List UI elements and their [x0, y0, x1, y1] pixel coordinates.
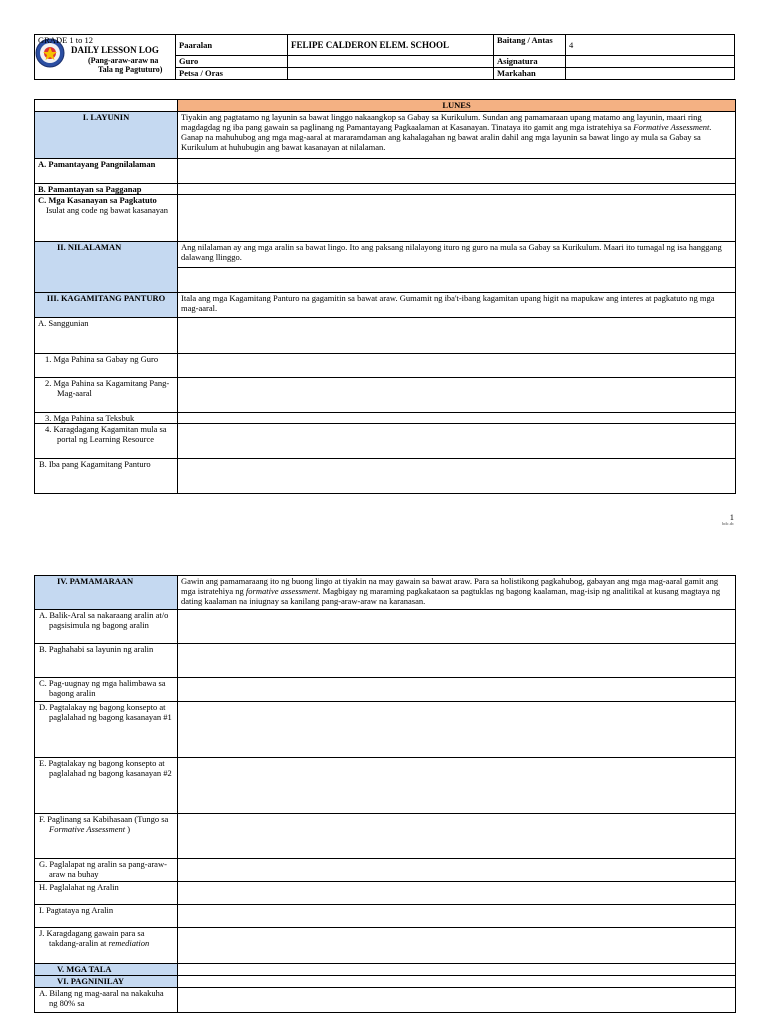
pamamaraan-text-a: Gawin ang pamamaraang ito ng buong lingo at tiyakin na may gawain sa bawat araw. Para sa holistikong pagkahubog, gabayan ang mga mag-aaral gamit ang mga istratehiya ng — [181, 576, 719, 597]
step-f-value — [178, 814, 736, 859]
kasanayan-value — [178, 195, 736, 242]
layunin-text-italic: Formative Assessment. — [633, 122, 712, 133]
step-b-label: B. Paghahabi sa layunin ng aralin — [35, 644, 178, 678]
step-i-label: I. Pagtataya ng Aralin — [35, 905, 178, 928]
page-number-value: 1 — [729, 512, 734, 522]
pamamaraan-heading: IV. PAMAMARAAN — [35, 576, 178, 610]
guro-label: Guro — [176, 56, 288, 68]
kagamitang-mag-aaral-label: 2. Mga Pahina sa Kagamitang Pang-Mag-aaral — [35, 378, 178, 413]
layunin-instructions — [178, 112, 736, 159]
iba-pang-kagamitan-label: B. Iba pang Kagamitang Panturo — [35, 459, 178, 494]
baitang-value: 4 — [566, 35, 735, 56]
pamantayan-pagganap-label: B. Pamantayan sa Pagganap — [35, 184, 178, 195]
step-f-italic: Formative Assessment — [49, 824, 126, 835]
pamamaraan-text-italic: formative assessment. — [245, 586, 321, 597]
kagamitan-instructions: Itala ang mga Kagamitang Panturo na gagamitin sa bawat araw. Gumamit ng iba't-ibang kagamitan upang higit na mapukaw ang interes at pagkatuto ng mga mag-aaral. — [178, 293, 736, 318]
layunin-text-a: Tiyakin ang pagtatamo ng layunin sa bawat linggo nakaangkop sa Gabay sa Kurikulum. Sundan ang pamamaraan upang matamo ang layunin, maari ring magdagdag ng iba pang gawain sa paglinang ng Pamantayang Pagkaalaman at Kasanayan. Tinataya ito gamit ang mga istratehiya sa — [181, 112, 702, 133]
step-c-label: C. Pag-uugnay ng mga halimbawa sa bagong aralin — [35, 678, 178, 702]
step-j-text: J. Karagdagang gawain para sa takdang-aralin at — [39, 928, 145, 949]
asignatura-value — [566, 56, 735, 68]
bilang-mag-aaral-label: A. Bilang ng mag-aaral na nakakuha ng 80% sa — [35, 988, 178, 1013]
nilalaman-instructions: Ang nilalaman ay ang mga aralin sa bawat lingo. Ito ang paksang nilalayong ituro ng guro na mula sa Gabay sa Kurikulum. Maari ito tumagal ng isa hanggang dalawang llinggo. — [178, 242, 736, 268]
step-d-label: D. Pagtalakay ng bagong konsepto at paglalahad ng bagong kasanayan #1 — [35, 702, 178, 758]
learning-resource-label: 4. Karagdagang Kagamitan mula sa portal ng Learning Resource — [35, 424, 178, 459]
layunin-text-b: Ganap na mahuhubog ang mga mag-aaral at mararamdaman ang kahalagahan ng bawat aralin dahil ang mga layunin sa bawat lingo ay mula sa Gabay sa Kurikulum at huhubugin ang bawat kasanayan at nilalaman. — [181, 132, 701, 153]
paaralan-value: FELIPE CALDERON ELEM. SCHOOL — [288, 35, 494, 56]
step-d-value — [178, 702, 736, 758]
paaralan-label: Paaralan — [176, 35, 288, 56]
bilang-mag-aaral-value — [178, 988, 736, 1013]
kasanayan-note: Isulat ang code ng bawat kasanayan — [46, 205, 169, 216]
dll-subtitle-2: Tala ng Pagtuturo) — [98, 65, 163, 75]
learning-resource-value — [178, 424, 736, 459]
step-g-label: G. Paglalapat ng aralin sa pang-araw-araw na buhay — [35, 859, 178, 882]
gabay-guro-value — [178, 354, 736, 378]
step-e-label: E. Pagtalakay ng bagong konsepto at paglalahad ng bagong kasanayan #2 — [35, 758, 178, 814]
step-f-text: F. Paglinang sa Kabihasaan (Tungo sa — [39, 814, 169, 824]
header-table — [34, 34, 735, 80]
guro-value — [288, 56, 494, 68]
step-f-label — [35, 814, 178, 859]
mga-tala-heading: V. MGA TALA — [35, 964, 178, 976]
kasanayan-cell — [35, 195, 178, 242]
blank-cell — [35, 100, 178, 112]
pamantayan-pagganap-value — [178, 184, 736, 195]
step-g-value — [178, 859, 736, 882]
step-a-value — [178, 610, 736, 644]
petsa-label: Petsa / Oras — [176, 68, 288, 80]
markahan-label: Markahan — [494, 68, 566, 80]
kagamitang-mag-aaral-value — [178, 378, 736, 413]
teksbuk-value — [178, 413, 736, 424]
nilalaman-value — [178, 267, 736, 293]
step-a-label: A. Balik-Aral sa nakaraang aralin at/o pagsisimula ng bagong aralin — [35, 610, 178, 644]
pamamaraan-text-b: Magbigay ng maraming pagkakataon sa pagtuklas ng bagong kaalaman, mag-isip ng analitikal at kusang magtaya ng dating kaalaman na iniugnay sa kanilang pang-araw-araw na karanasan. — [181, 586, 721, 607]
pagninilay-value — [178, 976, 736, 988]
mga-tala-value — [178, 964, 736, 976]
dll-title: DAILY LESSON LOG — [71, 45, 159, 56]
dll-subtitle-1: (Pang-araw-araw na — [88, 55, 159, 65]
lesson-log-table-page2 — [34, 575, 736, 1013]
page-number — [722, 513, 734, 527]
teksbuk-label: 3. Mga Pahina sa Teksbuk — [35, 413, 178, 424]
step-j-italic: remediation — [108, 938, 150, 949]
kagamitan-heading: III. KAGAMITANG PANTURO — [35, 293, 178, 318]
sanggunian-label: A. Sanggunian — [35, 318, 178, 354]
sanggunian-value — [178, 318, 736, 354]
step-i-value — [178, 905, 736, 928]
pamamaraan-instructions — [178, 576, 736, 610]
asignatura-label: Asignatura — [494, 56, 566, 68]
iba-pang-kagamitan-value — [178, 459, 736, 494]
step-c-value — [178, 678, 736, 702]
step-j-value — [178, 928, 736, 964]
step-j-label — [35, 928, 178, 964]
step-b-value — [178, 644, 736, 678]
lesson-log-table-page1 — [34, 99, 736, 494]
page-footer-mark: bdc.dc — [722, 521, 734, 527]
step-h-label: H. Paglalahat ng Aralin — [35, 882, 178, 905]
lunes-header: LUNES — [178, 100, 736, 112]
baitang-label: Baitang / Antas — [494, 35, 566, 56]
kasanayan-label: C. Mga Kasanayan sa Pagkatuto — [38, 195, 157, 206]
step-f-close: ) — [125, 824, 131, 835]
petsa-value — [288, 68, 494, 80]
layunin-heading: I. LAYUNIN — [35, 112, 178, 159]
step-h-value — [178, 882, 736, 905]
header-title-cell — [35, 35, 176, 80]
nilalaman-heading: II. NILALAMAN — [35, 242, 178, 293]
grade-label: GRADE 1 to 12 — [38, 35, 94, 45]
markahan-value — [566, 68, 735, 80]
pamantayang-pangnilalaman-label: A. Pamantayang Pangnilalaman — [35, 159, 178, 184]
gabay-guro-label: 1. Mga Pahina sa Gabay ng Guro — [35, 354, 178, 378]
pamantayang-pangnilalaman-value — [178, 159, 736, 184]
step-e-value — [178, 758, 736, 814]
pagninilay-heading: VI. PAGNINILAY — [35, 976, 178, 988]
